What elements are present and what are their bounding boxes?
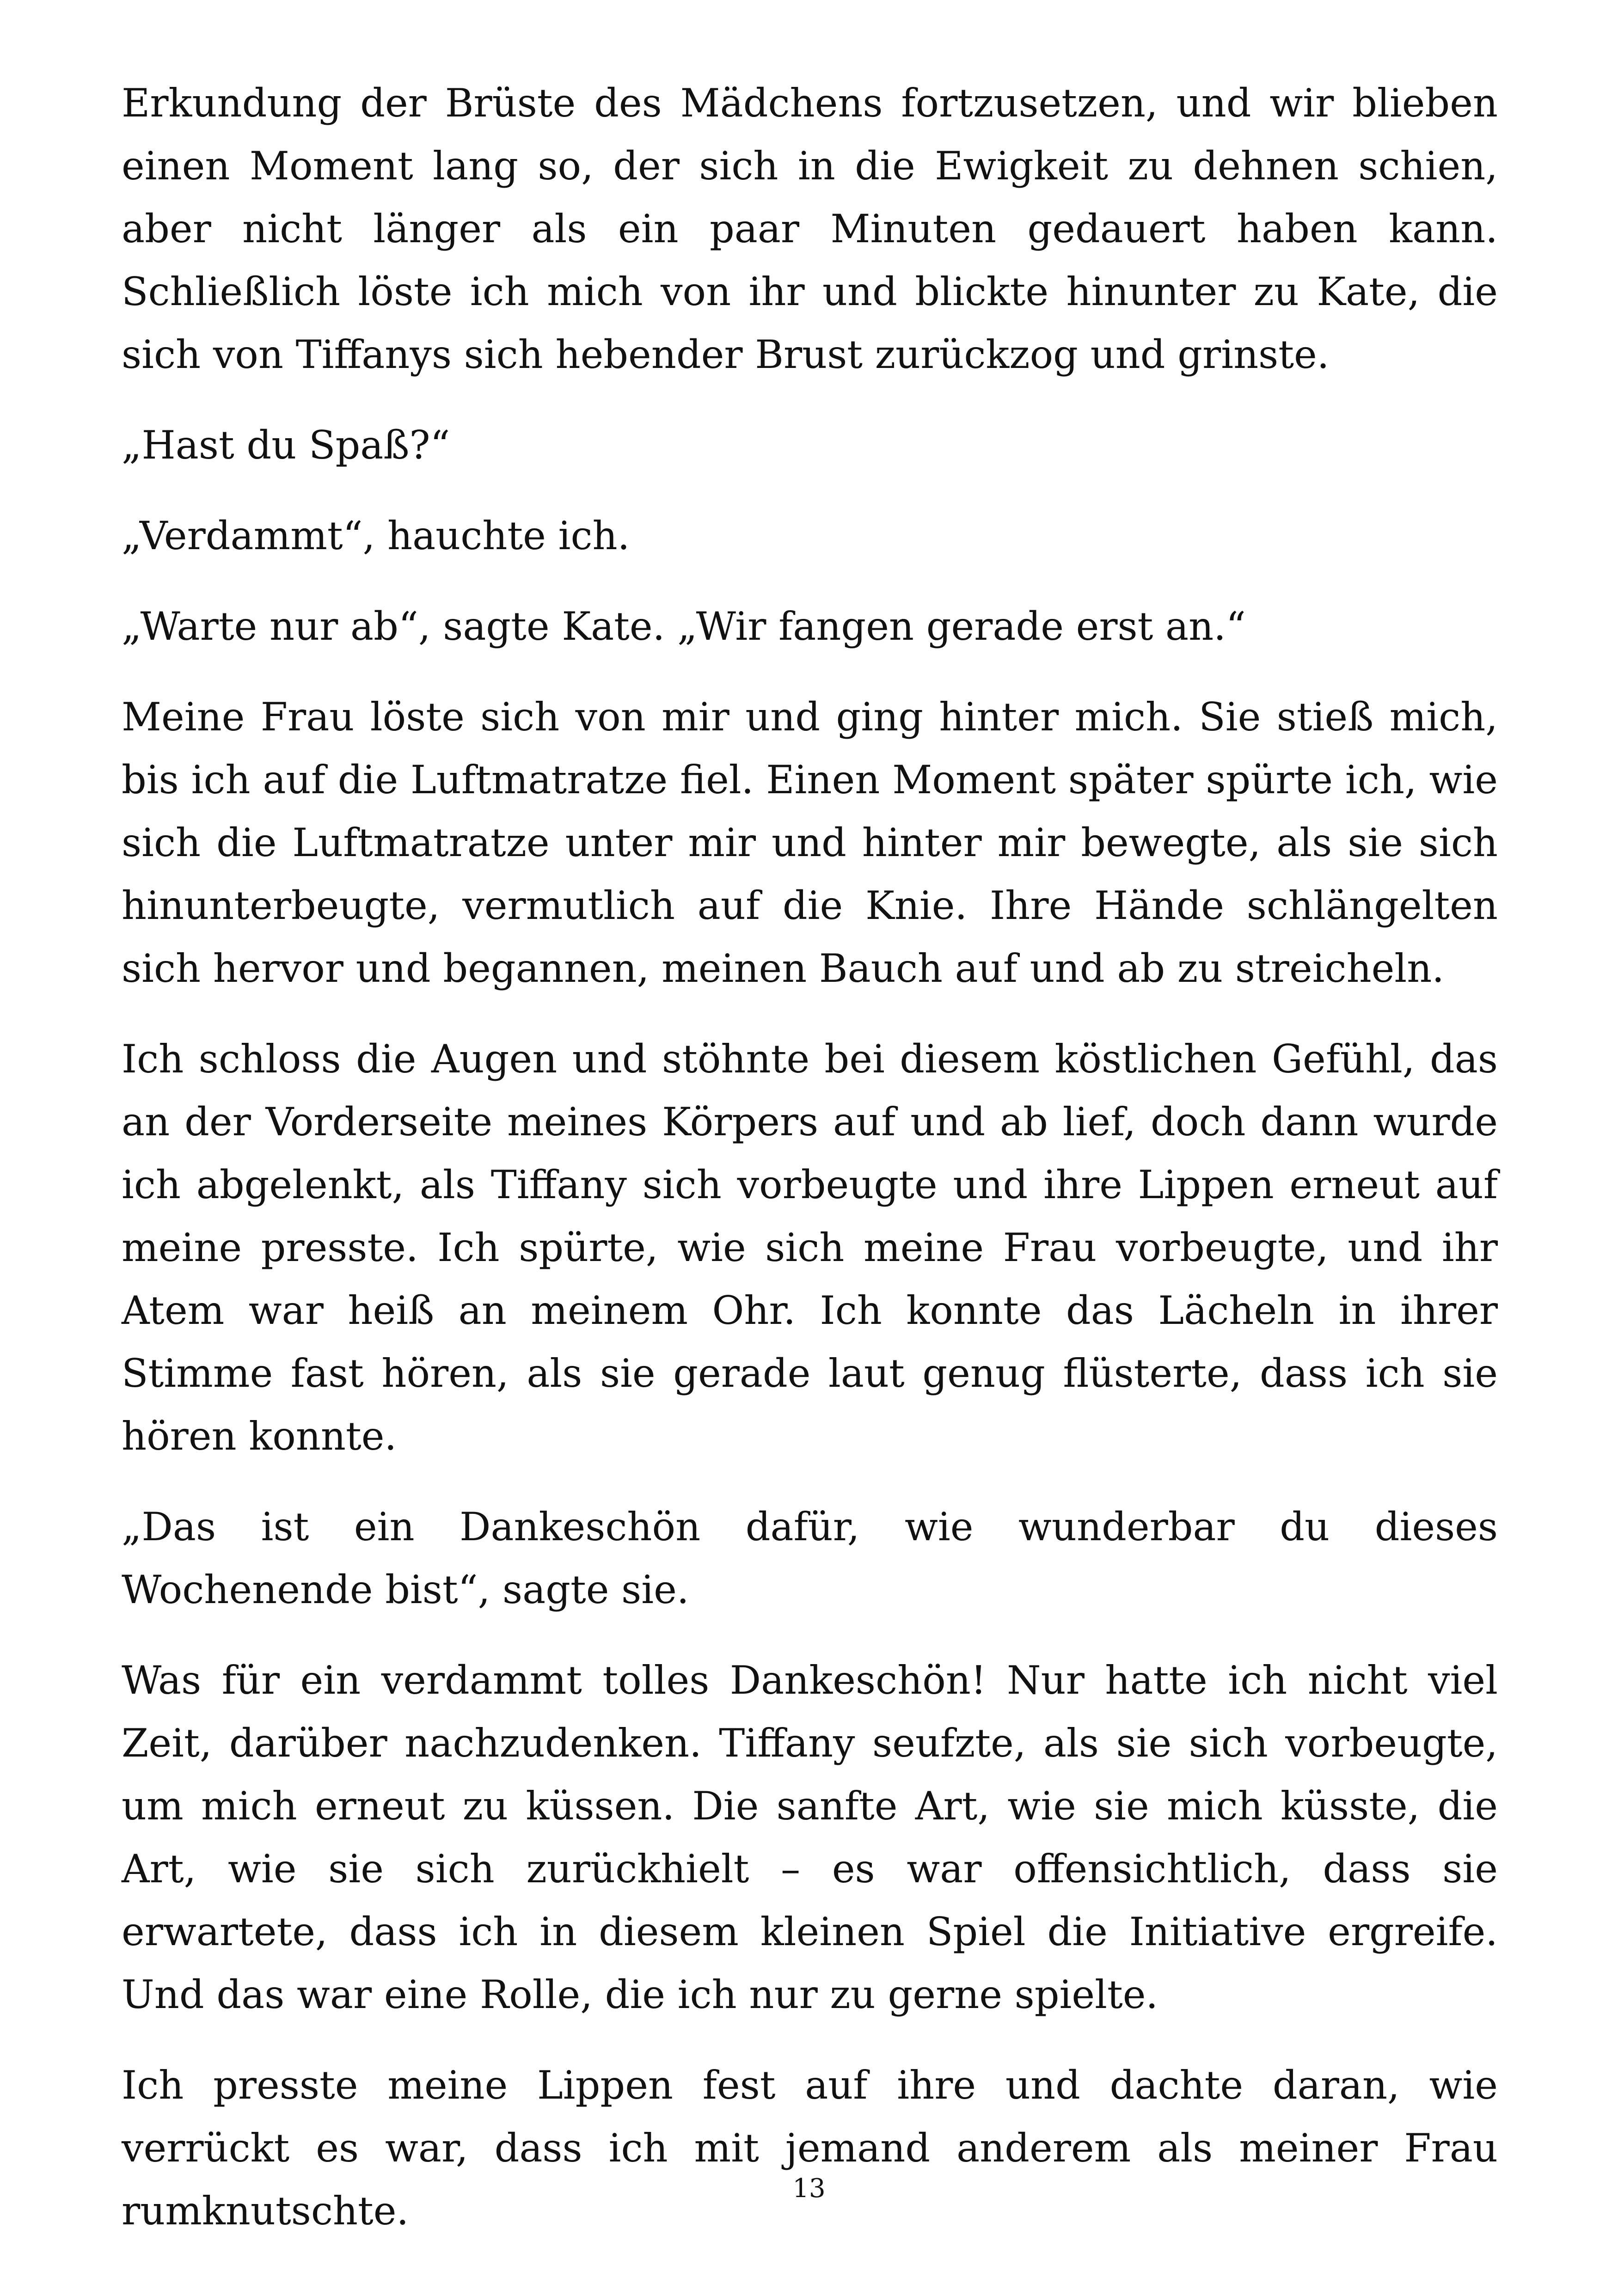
paragraph-7: „Das ist ein Dankeschön dafür, wie wunderbar du dieses Wochenende bist“, sagte sie.: [122, 1504, 1498, 1612]
paragraph-8: Was für ein verdammt tolles Dankeschön! Nur hatte ich nicht viel Zeit, darüber nachzudenken. Tiffany seufzte, als sie sich vorbeugte, um mich erneut zu küssen. Die sanfte Art, wie sie mich küsste, die Art, wie sie sich zurückhielt – es war offensichtlich, dass sie erwartete, dass ich in diesem kleinen Spiel die Initiative ergreife. Und das war eine Rolle, die ich nur zu gerne spielte.: [122, 1658, 1498, 2017]
paragraph-4: „Warte nur ab“, sagte Kate. „Wir fangen gerade erst an.“: [122, 604, 1246, 649]
page-number: 13: [792, 2174, 826, 2204]
paragraph-1: Erkundung der Brüste des Mädchens fortzusetzen, und wir blieben einen Moment lang so, der sich in die Ewigkeit zu dehnen schien, aber nicht länger als ein paar Minuten gedauert haben kann. Schließlich löste ich mich von ihr und blickte hinunter zu Kate, die sich von Tiffanys sich hebender Brust zurückzog und grinste.: [122, 80, 1498, 377]
paragraph-3: „Verdammt“, hauchte ich.: [122, 513, 630, 558]
paragraph-5: Meine Frau löste sich von mir und ging hinter mich. Sie stieß mich, bis ich auf die Luftmatratze fiel. Einen Moment später spürte ich, wie sich die Luftmatratze unter mir und hinter mir bewegte, als sie sich hinunterbeugte, vermutlich auf die Knie. Ihre Hände schlängelten sich hervor und begannen, meinen Bauch auf und ab zu streicheln.: [122, 694, 1498, 991]
paragraph-2: „Hast du Spaß?“: [122, 422, 450, 468]
paragraph-9: Ich presste meine Lippen fest auf ihre und dachte daran, wie verrückt es war, dass ich mit jemand anderem als meiner Frau rumknutschte.: [122, 2063, 1498, 2234]
paragraph-6: Ich schloss die Augen und stöhnte bei diesem köstlichen Gefühl, das an der Vorderseite meines Körpers auf und ab lief, doch dann wurde ich abgelenkt, als Tiffany sich vorbeugte und ihre Lippen erneut auf meine presste. Ich spürte, wie sich meine Frau vorbeugte, und ihr Atem war heiß an meinem Ohr. Ich konnte das Lächeln in ihrer Stimme fast hören, als sie gerade laut genug flüsterte, dass ich sie hören konnte.: [122, 1036, 1498, 1459]
page-body: [122, 72, 1498, 2270]
